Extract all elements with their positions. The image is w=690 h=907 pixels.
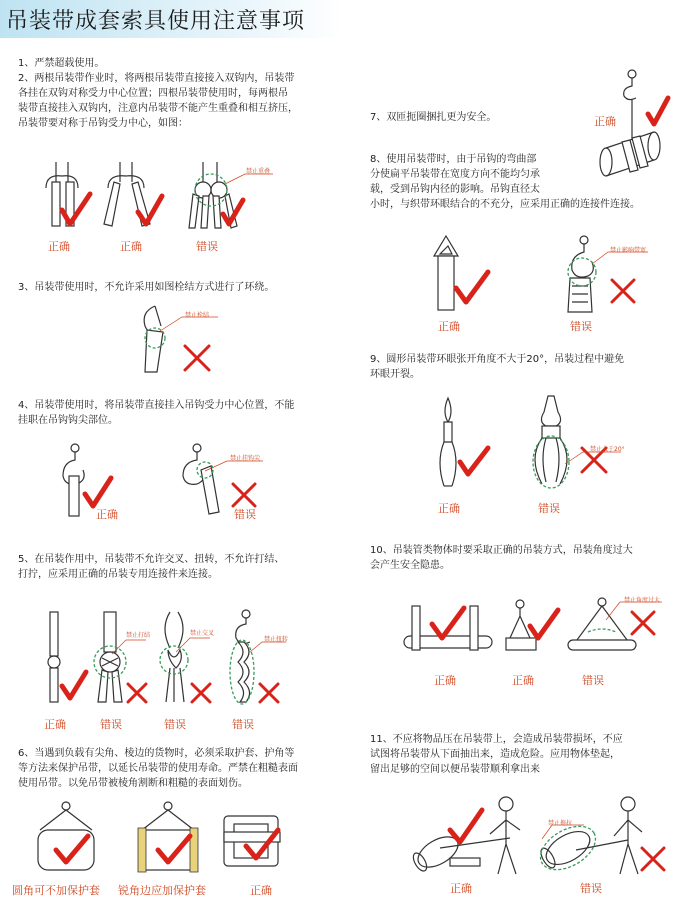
item-5-tag-cross: 禁止交叉 xyxy=(190,630,215,637)
item-7-label: 正确 xyxy=(594,115,616,128)
item-5-label-correct: 正确 xyxy=(44,718,66,731)
item-11-tag: 禁止拖拉 xyxy=(548,820,573,827)
item-5-tag-lines xyxy=(110,636,290,656)
item-9-figure-wrong xyxy=(520,392,620,494)
item-9-figure-correct xyxy=(430,392,500,494)
item-8-label-correct: 正确 xyxy=(438,320,460,333)
item-11-label-correct: 正确 xyxy=(450,882,472,895)
item-5-label-wrong-1: 错误 xyxy=(100,718,122,731)
item-2-label-wrong: 错误 xyxy=(196,240,218,253)
item-2-line-4: 吊装带要对称于吊钩受力中心，如图： xyxy=(18,118,188,129)
item-9-line-2: 环眼开裂。 xyxy=(370,369,420,380)
item-2-label-correct-1: 正确 xyxy=(48,240,70,253)
item-6-figure-correct xyxy=(218,810,298,880)
item-6-figure-round xyxy=(26,800,106,878)
item-9-label-wrong: 错误 xyxy=(538,502,560,515)
page-title: 吊装带成套索具使用注意事项 xyxy=(6,9,306,34)
item-4-tag: 禁止挂钩尖 xyxy=(230,455,261,462)
item-2-line-3: 装带直接挂入双钩内，注意内吊装带不能产生重叠和相互挤压， xyxy=(18,103,298,114)
item-8-line-1: 8、使用吊装带时，由于吊钩的弯曲部 xyxy=(370,154,537,165)
item-6-label-round: 圆角可不加保护套 xyxy=(12,884,100,897)
item-6-line-2: 等方法来保护吊带，以延长吊装带的使用寿命。严禁在粗糙表面 xyxy=(18,763,298,774)
item-5-figure-cross xyxy=(156,608,216,708)
item-2-tag: 禁止重叠 xyxy=(246,168,271,175)
item-11-tag-line xyxy=(540,823,600,843)
item-10-label-wrong: 错误 xyxy=(582,674,604,687)
item-8-line-4: 小时，与织带环眼结合的不充分，应采用正确的连接件连接。 xyxy=(370,199,640,210)
item-6-label-correct: 正确 xyxy=(250,884,272,897)
item-5-figure-knot xyxy=(92,608,152,708)
item-8-line-2: 分使扁平吊装带在宽度方向不能均匀承 xyxy=(370,169,540,180)
item-9-line-1: 9、圆形吊装带环眼张开角度不大于20°，吊装过程中避免 xyxy=(370,354,625,365)
item-5-label-wrong-2: 错误 xyxy=(164,718,186,731)
item-2-figure-correct-1 xyxy=(38,158,98,238)
item-4-line-2: 挂职在吊钩钩尖部位。 xyxy=(18,415,118,426)
item-4-label-correct: 正确 xyxy=(96,508,118,521)
item-8-label-wrong: 错误 xyxy=(570,320,592,333)
item-10-figure-correct-1 xyxy=(398,600,498,660)
item-5-line-2: 打拧，应采用正确的吊装专用连接件来连接。 xyxy=(18,569,218,580)
item-9-label-correct: 正确 xyxy=(438,502,460,515)
item-2-label-correct-2: 正确 xyxy=(120,240,142,253)
item-5-tag-knot: 禁止打结 xyxy=(126,632,151,639)
item-9-tag-line xyxy=(565,450,625,470)
item-10-tag: 禁止角度过大 xyxy=(624,597,661,604)
item-5-label-wrong-3: 错误 xyxy=(232,718,254,731)
item-3-text: 3、吊装带使用时，不允许采用如图栓结方式进行了环绕。 xyxy=(18,282,275,293)
item-10-tag-line xyxy=(606,600,666,624)
item-11-line-3: 留出足够的空间以便吊装带顺利拿出来 xyxy=(370,764,540,775)
item-10-label-correct-1: 正确 xyxy=(434,674,456,687)
item-11-line-2: 试图将吊装带从下面抽出来，造成危险。应用物体垫起， xyxy=(370,749,620,760)
item-11-line-1: 11、不应将物品压在吊装带上，会造成吊装带损坏，不应 xyxy=(370,734,623,745)
item-6-figure-sharp xyxy=(128,800,208,878)
item-10-figure-correct-2 xyxy=(504,598,564,660)
item-5-line-1: 5、在吊装作用中，吊装带不允许交叉、扭转，不允许打结、 xyxy=(18,554,285,565)
item-1-text: 1、严禁超载使用。 xyxy=(18,58,105,69)
item-9-tag: 禁止大于20° xyxy=(590,446,625,453)
item-7-text: 7、双匝扼圈捆扎更为安全。 xyxy=(370,112,497,123)
item-8-figure-correct xyxy=(430,232,500,316)
item-11-figure-correct xyxy=(410,790,540,882)
item-8-tag-line xyxy=(592,250,652,270)
item-2-line-2: 各挂在双钩对称受力中心位置；四根吊装带使用时，每两根吊 xyxy=(18,88,288,99)
item-6-line-1: 6、当遇到负载有尖角、棱边的货物时，必须采取护套、护角等 xyxy=(18,748,295,759)
item-10-label-correct-2: 正确 xyxy=(512,674,534,687)
item-8-line-3: 载，受到吊钩内径的影响。吊钩直径太 xyxy=(370,184,540,195)
item-3-tag-line xyxy=(160,315,220,335)
item-11-label-wrong: 错误 xyxy=(580,882,602,895)
item-5-figure-correct xyxy=(40,608,90,708)
item-5-tag-twist: 禁止扭转 xyxy=(264,636,289,643)
item-10-line-2: 会产生安全隐患。 xyxy=(370,560,450,571)
item-4-line-1: 4、吊装带使用时，将吊装带直接挂入吊钩受力中心位置，不能 xyxy=(18,400,295,411)
item-2-tag-line xyxy=(225,172,275,192)
item-2-figure-correct-2 xyxy=(98,158,168,238)
item-4-tag-line xyxy=(205,459,265,479)
item-6-label-sharp: 锐角边应加保护套 xyxy=(118,884,206,897)
item-6-line-3: 使用吊带。以免吊带被棱角割断和粗糙的表面划伤。 xyxy=(18,778,248,789)
item-2-line-1: 2、两根吊装带作业时，将两根吊装带直接接入双钩内，吊装带 xyxy=(18,73,295,84)
item-8-tag: 禁止影响带宽 xyxy=(610,247,647,254)
item-4-label-wrong: 错误 xyxy=(234,508,256,521)
item-5-figure-twist xyxy=(224,608,284,708)
item-3-figure xyxy=(135,302,225,382)
item-10-line-1: 10、吊装管类物体时要采取正确的吊装方式，吊装角度过大 xyxy=(370,545,633,556)
item-3-tag: 禁止栓结 xyxy=(185,312,210,319)
